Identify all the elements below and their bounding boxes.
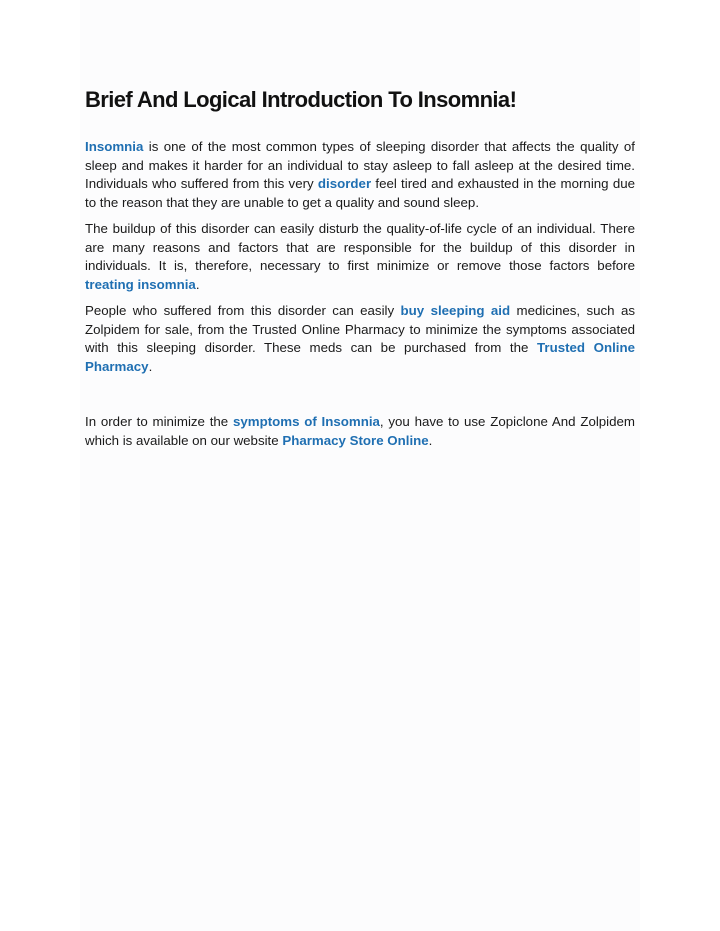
paragraph-text: . [428, 432, 433, 448]
paragraph-text: In order to minimize the [85, 414, 233, 429]
link-buy-sleeping-aid[interactable]: buy sleeping aid [400, 303, 511, 318]
link-pharmacy-store-online[interactable]: Pharmacy Store Online [282, 432, 429, 448]
paragraph-text: is one of the most common types of sleeping disorder that affects the quality of sleep and makes it harder for an individual to stay asleep to fall asleep at the desired time. Individuals who suffered from this very [85, 139, 635, 191]
paragraph-intro [85, 138, 635, 212]
link-trusted-online-pharmacy[interactable]: Trusted Online Pharmacy [85, 340, 636, 374]
paragraph-purchase [85, 302, 635, 376]
link-symptoms-of-insomnia[interactable]: symptoms of Insomnia [232, 414, 380, 429]
paragraph-symptoms [85, 413, 635, 450]
paragraph-text: The buildup of this disorder can easily disturb the quality-of-life cycle of an individual. There are many reasons and factors that are responsible for the buildup of this disorder in individuals. It is, therefore, necessary to first minimize or remove those factors before [85, 221, 635, 273]
paragraph-text: , you have to use Zopiclone And Zolpidem which is available on our website [85, 414, 636, 448]
link-treating-insomnia[interactable]: treating insomnia [85, 276, 196, 292]
paragraph-text: . [148, 358, 153, 374]
link-disorder[interactable]: disorder [317, 176, 372, 191]
paragraph-buildup [85, 220, 635, 294]
paragraph-text: . [195, 276, 200, 292]
paragraph-text: People who suffered from this disorder can easily [85, 303, 401, 318]
page-title: Brief And Logical Introduction To Insomnia! [85, 87, 517, 112]
paragraph-text: feel tired and exhausted in the morning due to the reason that they are unable to get a quality and sound sleep. [85, 176, 636, 210]
document-body [85, 80, 635, 450]
paragraph-text: medicines, such as Zolpidem for sale, from the Trusted Online Pharmacy to minimize the symptoms associated with this sleeping disorder. These meds can be purchased from the [85, 303, 635, 355]
link-insomnia[interactable]: Insomnia [85, 139, 144, 154]
